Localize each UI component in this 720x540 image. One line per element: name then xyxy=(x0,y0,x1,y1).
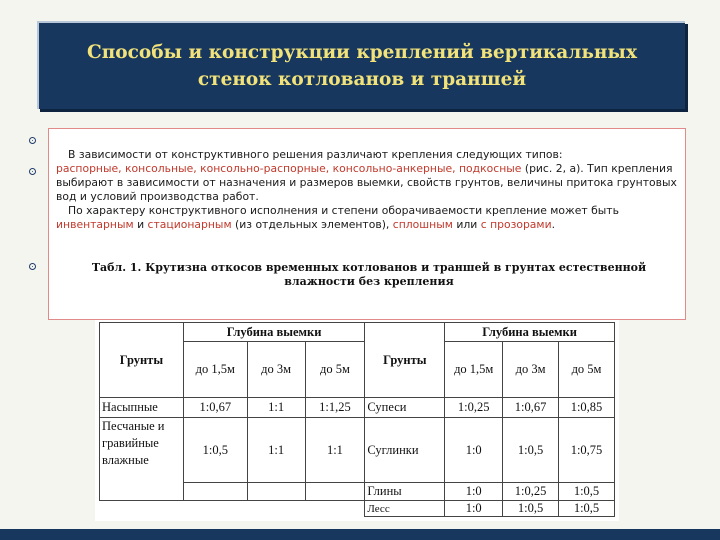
slope-table xyxy=(99,322,615,517)
value-cell: 1:0,67 xyxy=(503,398,559,418)
para-ref: (рис. 2, а). xyxy=(521,162,584,175)
slide-title-box xyxy=(37,21,685,109)
caption-line2: влажности без крепления xyxy=(284,275,454,288)
value-cell: 1:1 xyxy=(305,418,365,483)
table-row xyxy=(100,323,615,342)
para-mid: (из отдельных элементов), xyxy=(231,218,393,231)
bullet-icon xyxy=(29,168,36,175)
value-cell: 1:0,5 xyxy=(559,501,615,517)
soil-cell: Глины xyxy=(365,483,445,501)
slide-title-line1: Способы и конструкции креплений вертикальных xyxy=(86,42,637,63)
value-cell: 1:0,25 xyxy=(445,398,503,418)
soil-cell: Супеси xyxy=(365,398,445,418)
empty-cell xyxy=(100,501,184,517)
para-stationary: стационарным xyxy=(147,218,232,231)
value-cell: 1:0 xyxy=(445,501,503,517)
body-paragraph xyxy=(56,148,684,232)
empty-cell xyxy=(183,483,247,501)
depth-col: до 3м xyxy=(503,342,559,398)
value-cell: 1:0 xyxy=(445,418,503,483)
para-choice: Тип крепления выбирают в зависимости от назначения и размеров выемки, свойств грунтов, величины притока грунтовых вод и условий производства работ. xyxy=(56,162,677,203)
value-cell: 1:0 xyxy=(445,483,503,501)
header-soil-left: Грунты xyxy=(100,323,184,398)
value-cell: 1:0,75 xyxy=(559,418,615,483)
para-or: или xyxy=(452,218,481,231)
table-row xyxy=(100,398,615,418)
value-cell: 1:0,25 xyxy=(503,483,559,501)
value-cell: 1:1 xyxy=(247,418,305,483)
empty-cell xyxy=(247,501,305,517)
value-cell: 1:0,5 xyxy=(503,418,559,483)
para-and: и xyxy=(133,218,148,231)
depth-col: до 1,5м xyxy=(183,342,247,398)
para-solid: сплошным xyxy=(392,218,453,231)
value-cell: 1:0,5 xyxy=(559,483,615,501)
value-cell: 1:0,5 xyxy=(503,501,559,517)
slide-title-line2: стенок котлованов и траншей xyxy=(197,69,527,90)
soil-cell: Суглинки xyxy=(365,418,445,483)
empty-cell xyxy=(183,501,247,517)
value-cell: 1:1,25 xyxy=(305,398,365,418)
depth-col: до 5м xyxy=(305,342,365,398)
para-types: распорные, консольные, консольно-распорные, консольно-анкерные, подкосные xyxy=(56,162,522,175)
para-inventory: инвентарным xyxy=(56,218,134,231)
para-intro: В зависимости от конструктивного решения различают крепления следующих типов: xyxy=(68,148,563,161)
soil-cell: Насыпные xyxy=(100,398,184,418)
header-depth-right: Глубина выемки xyxy=(445,323,615,342)
empty-cell xyxy=(305,501,365,517)
empty-cell xyxy=(247,483,305,501)
soil-cell: Лесс xyxy=(365,501,445,517)
bullet-icon xyxy=(29,263,36,270)
depth-col: до 3м xyxy=(247,342,305,398)
depth-col: до 1,5м xyxy=(445,342,503,398)
header-soil-right: Грунты xyxy=(365,323,445,398)
header-depth-left: Глубина выемки xyxy=(183,323,365,342)
value-cell: 1:0,67 xyxy=(183,398,247,418)
slide-title xyxy=(87,39,637,93)
depth-col: до 5м xyxy=(559,342,615,398)
empty-cell xyxy=(305,483,365,501)
value-cell: 1:0,85 xyxy=(559,398,615,418)
value-cell: 1:1 xyxy=(247,398,305,418)
para-character: По характеру конструктивного исполнения и степени оборачиваемости крепление может быть xyxy=(68,204,619,217)
soil-cell: Песчаные и гравийные влажные xyxy=(100,418,184,501)
bullet-icon xyxy=(29,137,36,144)
caption-line1: Табл. 1. Крутизна откосов временных котлованов и траншей в грунтах естественной xyxy=(91,261,647,274)
para-dot: . xyxy=(551,218,556,231)
value-cell: 1:0,5 xyxy=(183,418,247,483)
para-with-gaps: с прозорами xyxy=(480,218,552,231)
table-caption xyxy=(58,261,680,289)
bottom-strip xyxy=(0,529,720,540)
table-row xyxy=(100,501,615,517)
